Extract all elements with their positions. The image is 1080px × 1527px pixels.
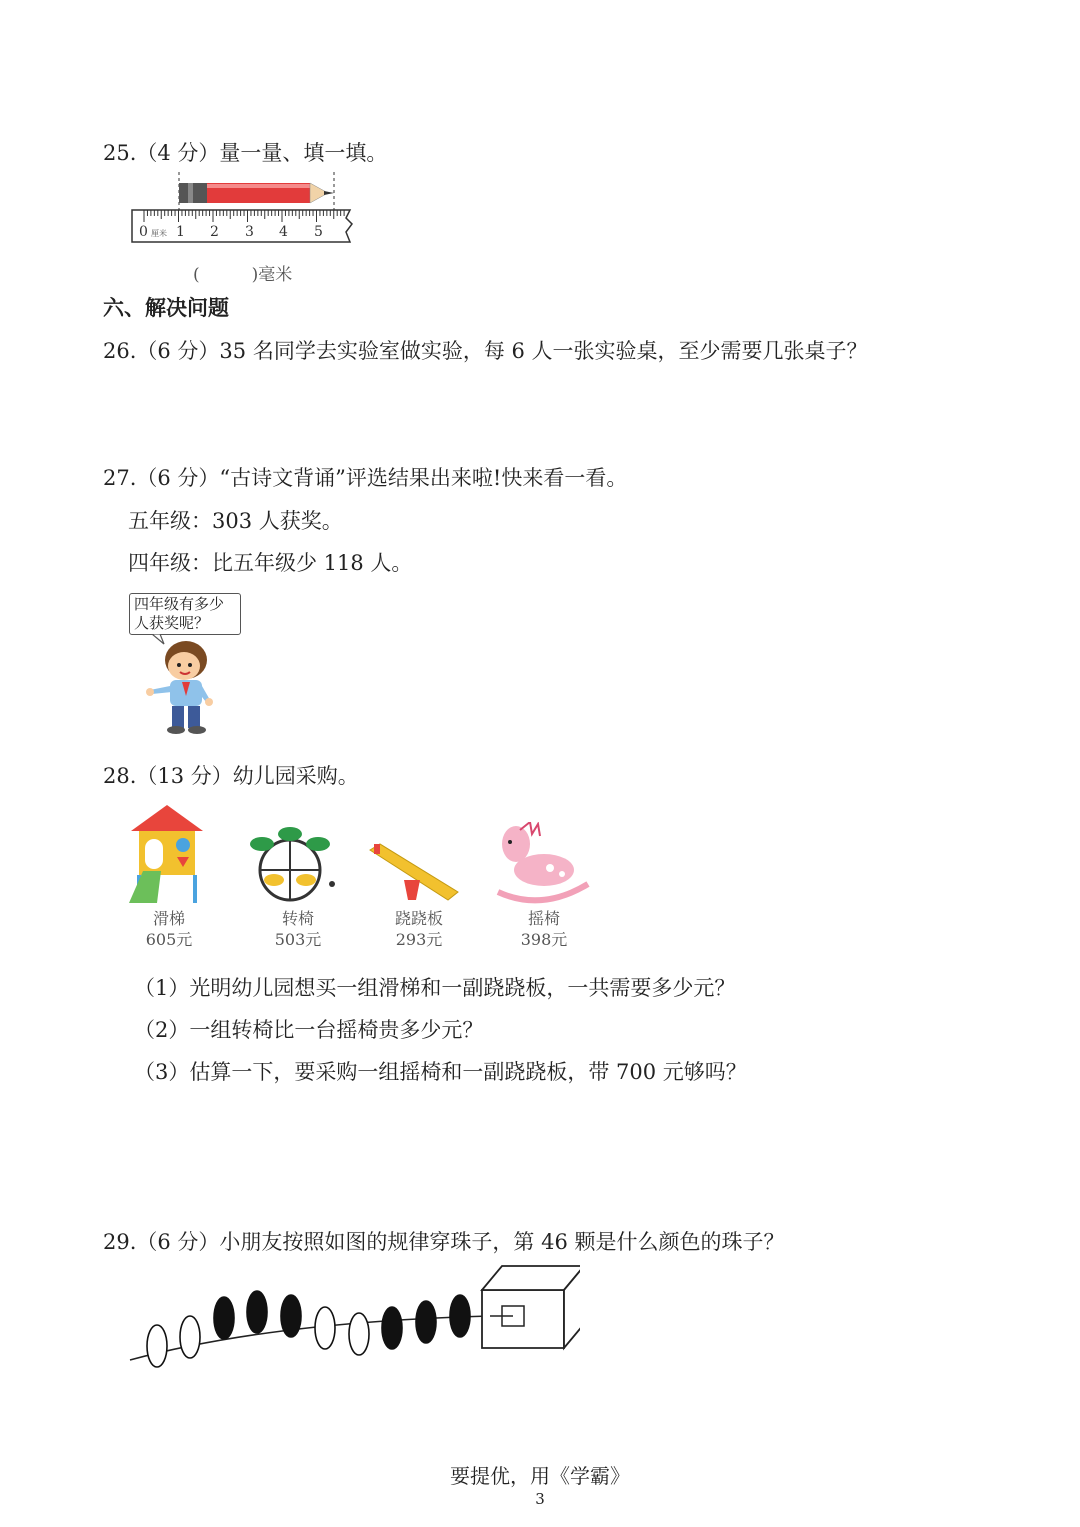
q28-title: 28.（13 分）幼儿园采购。 — [103, 764, 359, 788]
pencil-icon — [179, 183, 334, 203]
black-bead — [382, 1307, 402, 1349]
item-name: 滑梯 — [152, 909, 185, 928]
section-title: 六、解决问题 — [103, 296, 229, 320]
white-bead — [147, 1325, 167, 1367]
ruler-tick-5: 5 — [314, 224, 323, 240]
q25-answer-blank[interactable] — [193, 260, 292, 285]
black-bead — [416, 1301, 436, 1343]
q27-line2: 四年级：比五年级少 118 人。 — [128, 551, 413, 575]
ruler-pencil-figure — [128, 168, 358, 250]
cube-icon — [482, 1266, 580, 1348]
seesaw-icon — [366, 840, 462, 906]
ruler-tick-1: 1 — [176, 224, 185, 240]
item-merry-go-round — [253, 908, 343, 950]
page-number: 3 — [535, 1490, 545, 1508]
black-bead — [281, 1295, 301, 1337]
q28-sub3: （3）估算一下，要采购一组摇椅和一副跷跷板，带 700 元够吗？ — [134, 1060, 747, 1084]
q28-sub2: （2）一组转椅比一台摇椅贵多少元？ — [134, 1018, 484, 1042]
item-name: 摇椅 — [527, 909, 560, 928]
black-bead — [214, 1297, 234, 1339]
bead-string-figure — [120, 1260, 580, 1380]
white-bead — [180, 1316, 200, 1358]
white-bead — [349, 1313, 369, 1355]
slide-icon — [127, 805, 207, 905]
item-slide — [124, 908, 214, 950]
q28-sub1: （1）光明幼儿园想买一组滑梯和一副跷跷板，一共需要多少元？ — [134, 976, 736, 1000]
rocking-horse-icon — [490, 822, 594, 906]
ruler-tick-3: 3 — [245, 224, 254, 240]
merry-go-round-icon — [240, 820, 340, 905]
q27-title: 27.（6 分）“古诗文背诵”评选结果出来啦!快来看一看。 — [103, 466, 628, 490]
answer-paren-open: ( — [193, 265, 200, 285]
speech-bubble — [129, 593, 241, 635]
ruler-tick-0: 0 — [139, 224, 148, 240]
answer-paren-close: )毫米 — [251, 265, 293, 285]
item-name: 转椅 — [281, 909, 314, 928]
q25-title: 25.（4 分）量一量、填一填。 — [103, 141, 388, 165]
bubble-line2: 人获奖呢？ — [134, 614, 210, 632]
black-bead — [247, 1291, 267, 1333]
ruler-tick-2: 2 — [210, 224, 219, 240]
q29-title: 29.（6 分）小朋友按照如图的规律穿珠子，第 46 颗是什么颜色的珠子？ — [103, 1230, 785, 1254]
q27-line1: 五年级：303 人获奖。 — [128, 509, 343, 533]
boy-icon — [140, 634, 220, 738]
ruler-tick-4: 4 — [279, 224, 288, 240]
item-rocking-horse — [499, 908, 589, 950]
item-price: 605元 — [145, 930, 193, 949]
footer-slogan: 要提优，用《学霸》 — [450, 1464, 630, 1488]
white-bead — [315, 1307, 335, 1349]
item-name: 跷跷板 — [394, 909, 443, 928]
ruler-unit-label: 厘米 — [151, 229, 167, 238]
bubble-line1: 四年级有多少 — [134, 595, 225, 613]
item-price: 293元 — [395, 930, 443, 949]
item-seesaw — [374, 908, 464, 950]
q26-title: 26.（6 分）35 名同学去实验室做实验，每 6 人一张实验桌，至少需要几张桌子？ — [103, 339, 868, 363]
item-price: 398元 — [520, 930, 568, 949]
black-bead — [450, 1295, 470, 1337]
item-price: 503元 — [274, 930, 322, 949]
